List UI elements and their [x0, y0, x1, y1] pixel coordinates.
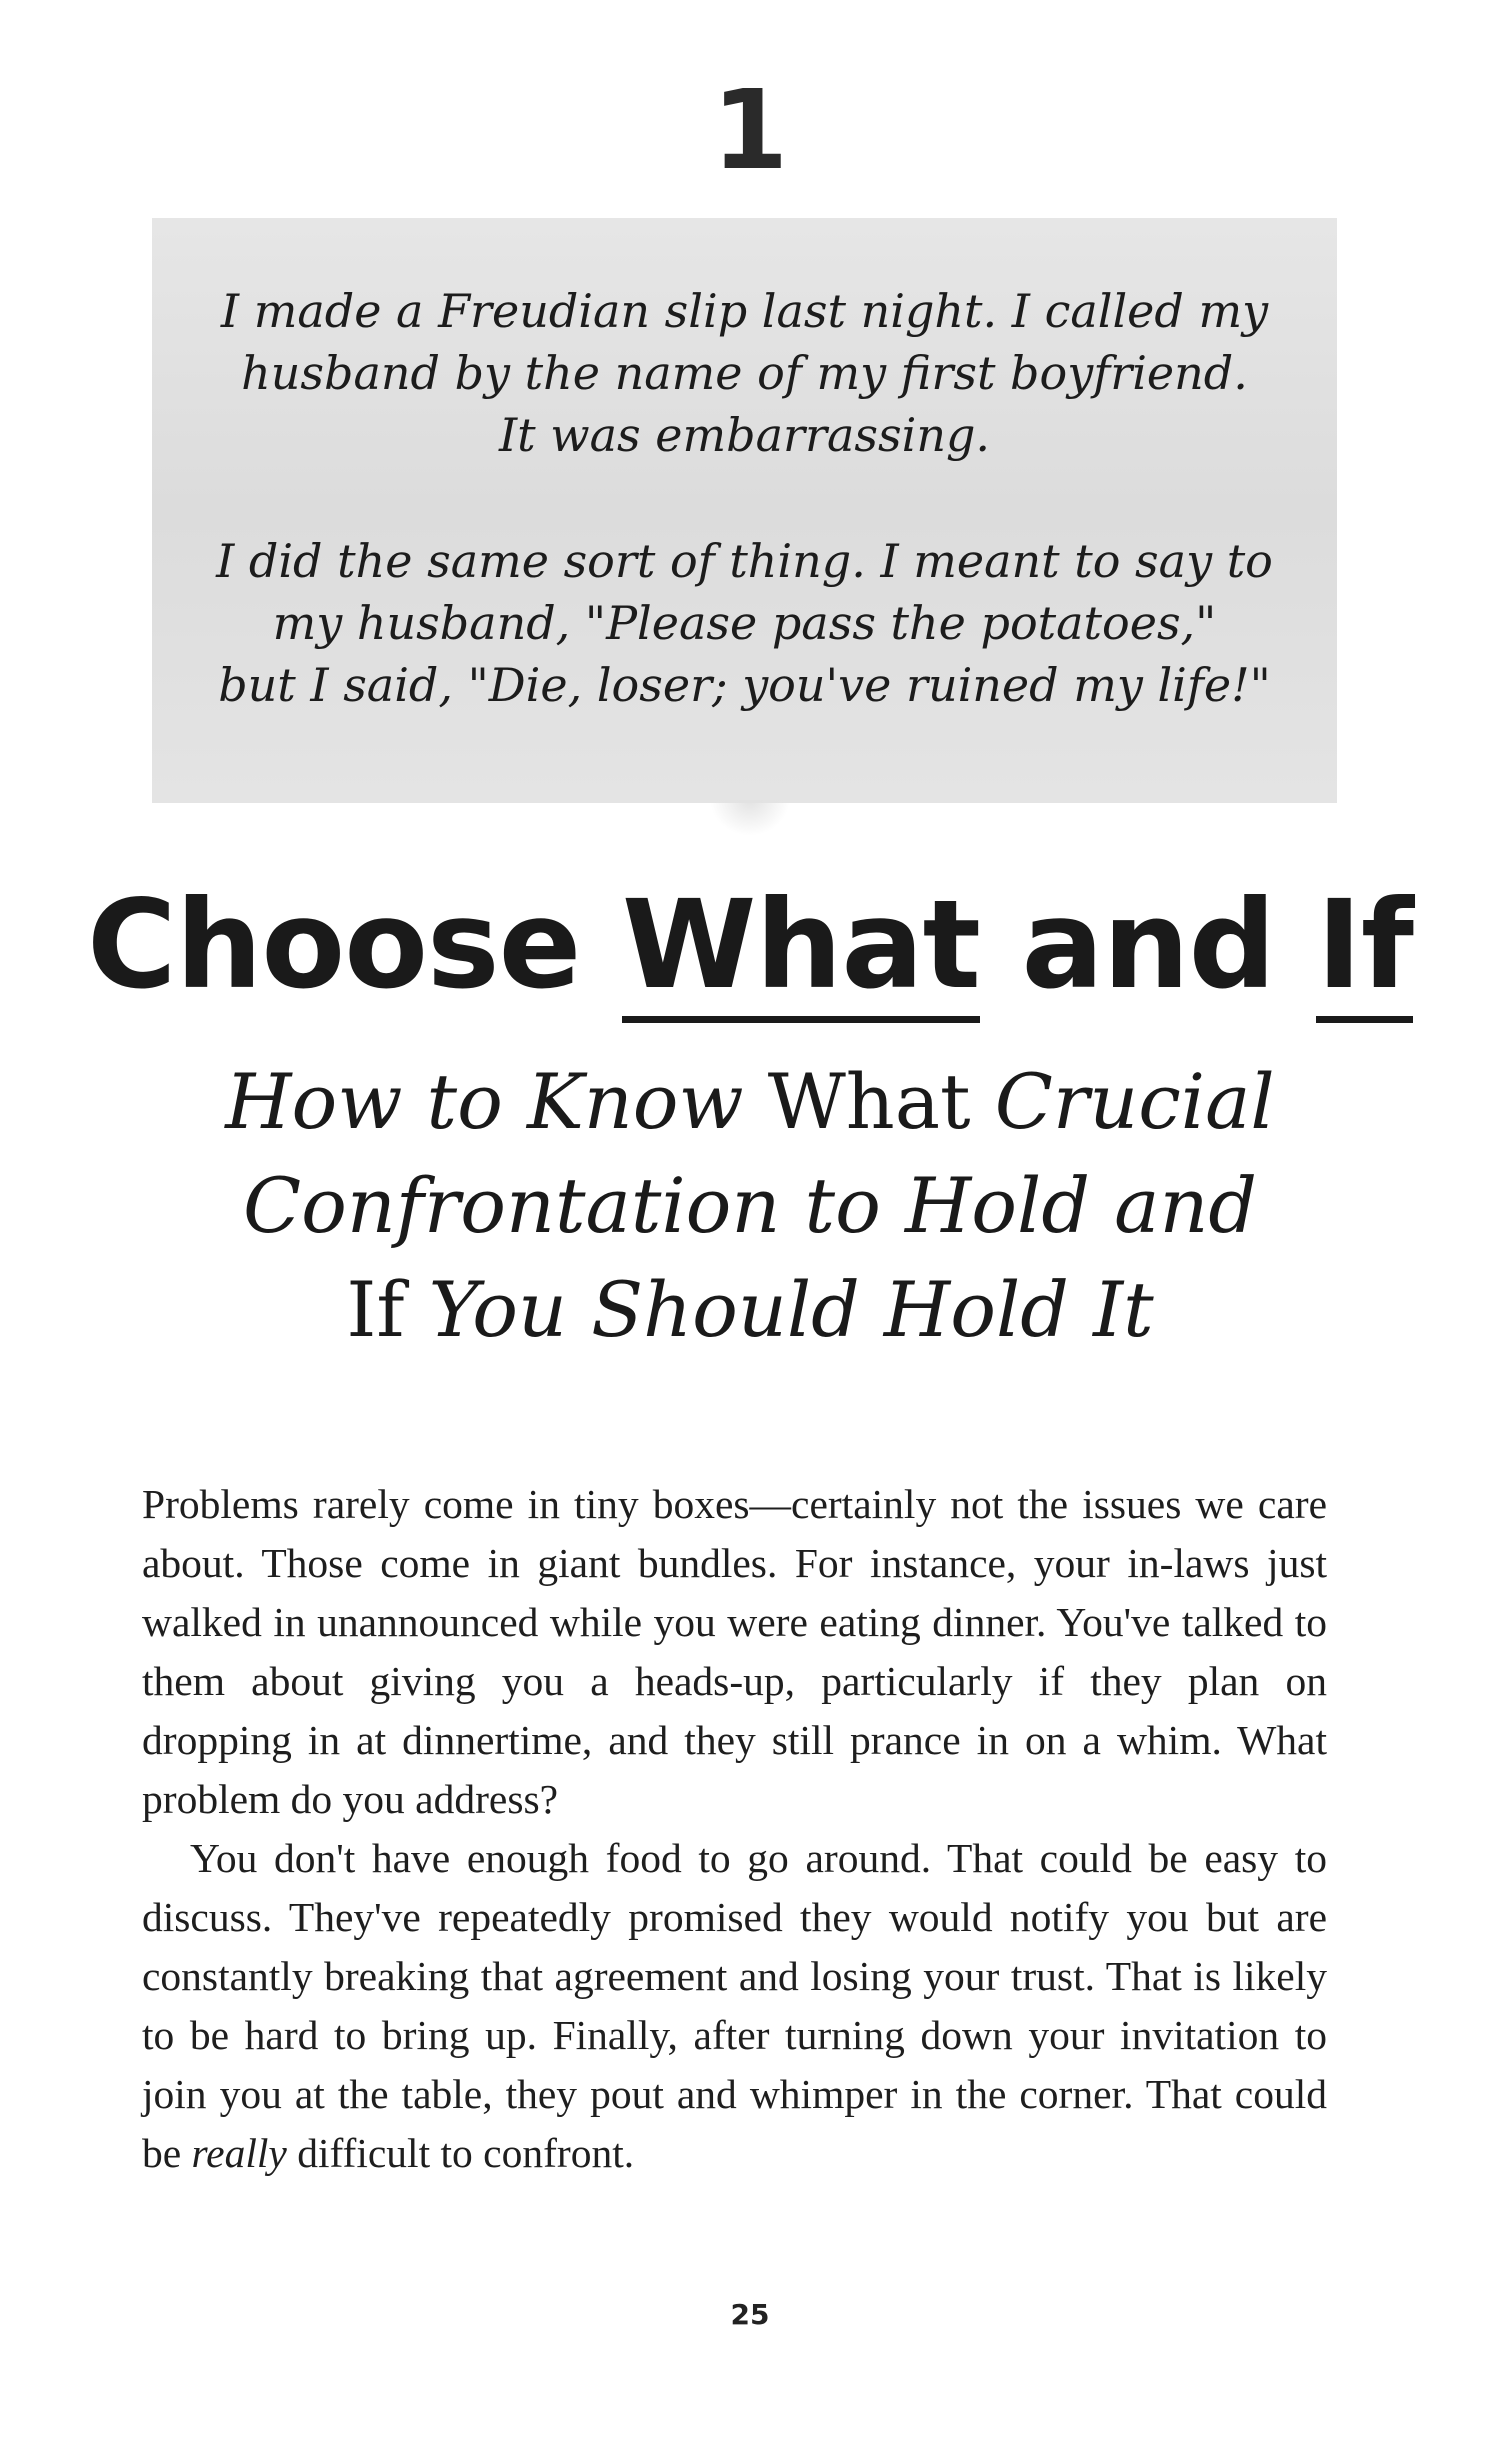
- subtitle-line-3: [150, 1258, 1350, 1362]
- subtitle-italic: You Should Hold It: [428, 1265, 1154, 1354]
- body-paragraph-1: Problems rarely come in tiny boxes—certainly not the issues we care about. Those come in giant bundles. For instance, your in-laws just walked in unannounced while you were eating dinner. You've talked to them about giving you a heads-up, particularly if they plan on dropping in at dinnertime, and they still prance in on a whim. What problem do you address?: [142, 1481, 1327, 1822]
- epigraph-line: It was embarrassing.: [498, 408, 991, 462]
- title-word: Choose: [87, 874, 581, 1016]
- subtitle-roman: If: [346, 1265, 405, 1354]
- body-paragraph-2: [142, 1829, 1327, 2183]
- subtitle-line-1: [150, 1050, 1350, 1154]
- page-number: 25: [730, 2298, 770, 2331]
- epigraph-ornament: [710, 800, 790, 836]
- title-word-underlined: If: [1316, 874, 1412, 1023]
- body-text-run: You don't have enough food to go around. That could be easy to discuss. They've repeatedly promised they would notify you but are constantly breaking that agreement and losing your trust. That is likely to be hard to bring up. Finally, after turning down your invitation to join you at the table, they pout and whimper in the corner. That could be: [142, 1835, 1327, 2176]
- epigraph-line: husband by the name of my first boyfriend.: [241, 346, 1248, 400]
- chapter-title: [0, 870, 1500, 1020]
- epigraph-line: I did the same sort of thing. I meant to say to: [216, 534, 1273, 588]
- title-word: and: [1021, 874, 1275, 1016]
- title-word-underlined: What: [622, 874, 980, 1023]
- subtitle-italic: Crucial: [994, 1057, 1275, 1146]
- subtitle-italic: How to Know: [225, 1057, 744, 1146]
- epigraph-paragraph-1: [152, 280, 1337, 466]
- epigraph-line: I made a Freudian slip last night. I called my: [220, 284, 1269, 338]
- subtitle-roman: What: [767, 1057, 971, 1146]
- chapter-subtitle: [150, 1050, 1350, 1362]
- epigraph-line: but I said, "Die, loser; you've ruined my life!": [218, 658, 1271, 712]
- body-text: [142, 1475, 1327, 2183]
- subtitle-line-2: Confrontation to Hold and: [242, 1161, 1258, 1250]
- body-emphasis: really: [191, 2130, 287, 2176]
- epigraph-paragraph-2: [152, 530, 1337, 716]
- epigraph-line: my husband, "Please pass the potatoes,": [272, 596, 1217, 650]
- body-text-run: difficult to confront.: [297, 2130, 635, 2176]
- chapter-number: 1: [711, 66, 789, 194]
